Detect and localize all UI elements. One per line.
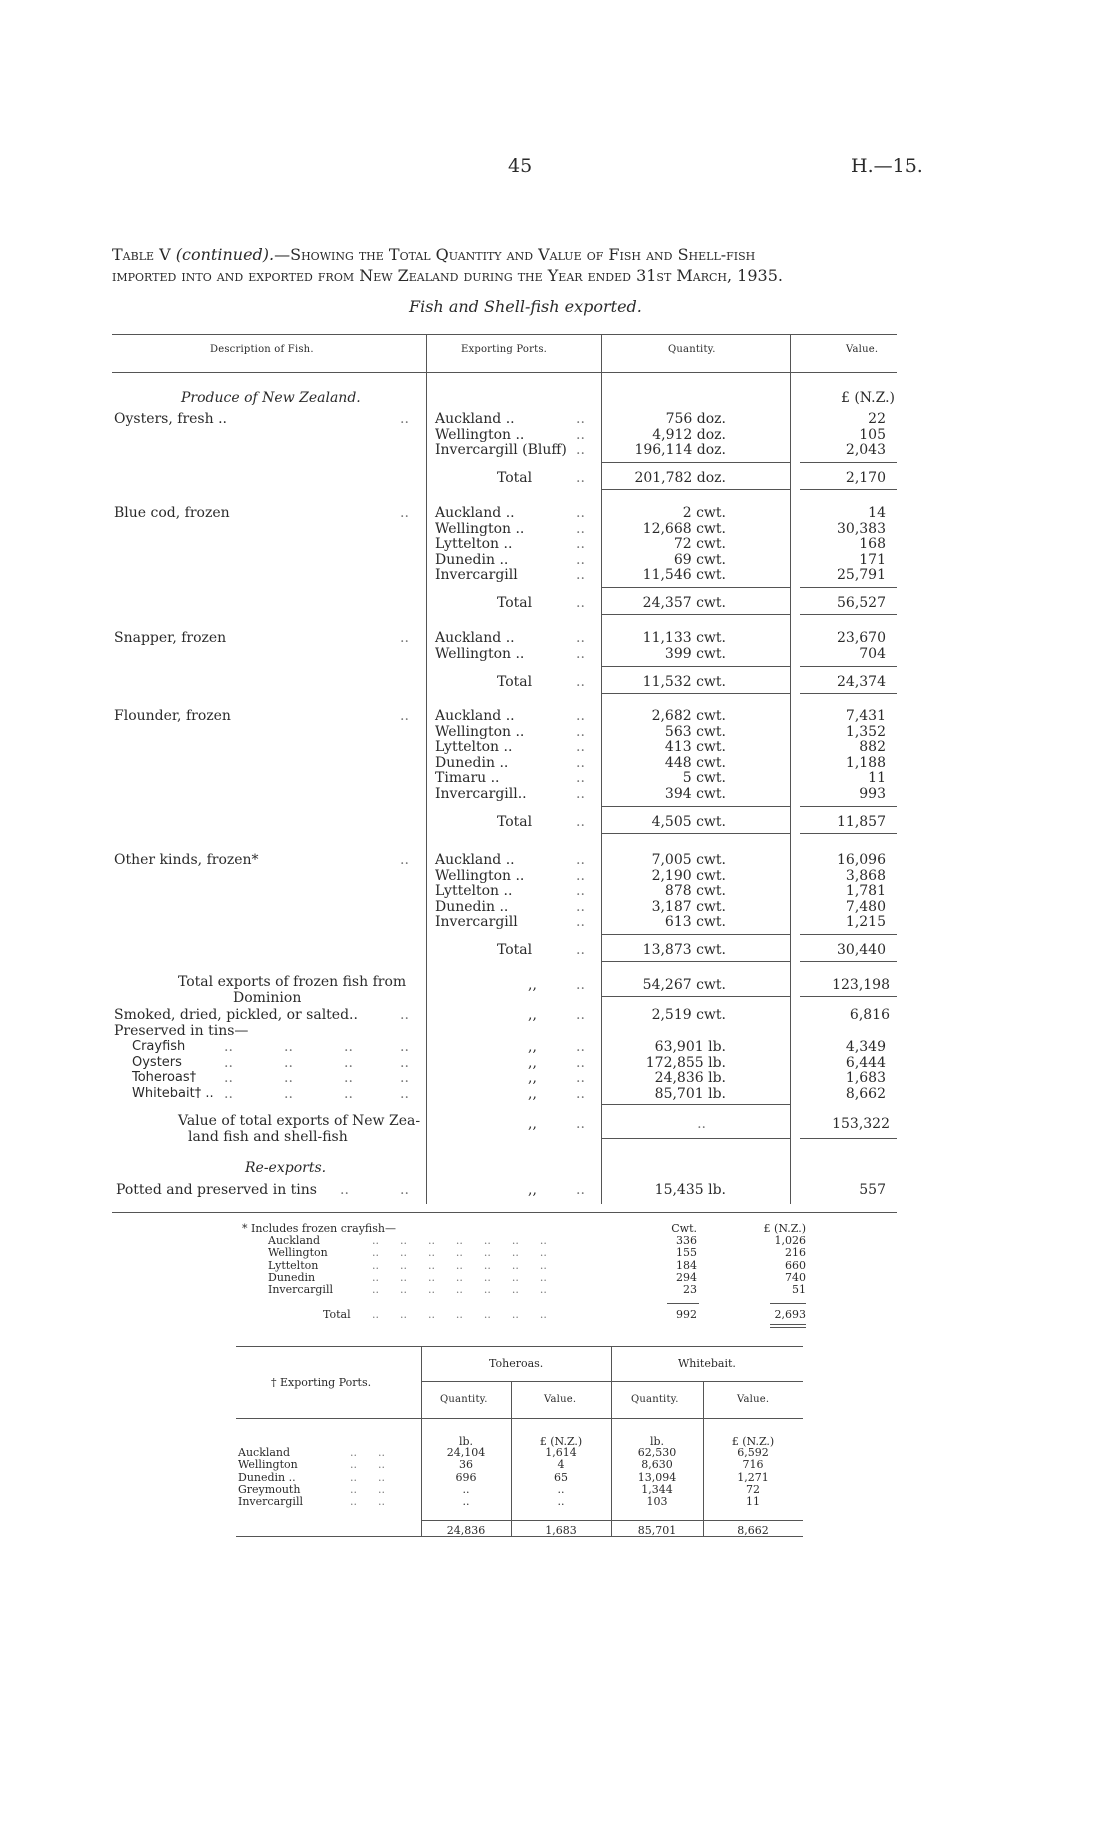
potted-value: 557 xyxy=(859,1182,886,1198)
toheroas-value: 4 xyxy=(557,1458,565,1472)
dot-leader: .. xyxy=(576,852,585,868)
tin-qty: 24,836 lb. xyxy=(654,1070,726,1086)
toheroas-value-header: Value. xyxy=(544,1394,577,1405)
value-total-value: 153,322 xyxy=(832,1116,890,1132)
rule xyxy=(800,587,897,588)
dot-leader: .. .. xyxy=(350,1482,385,1496)
dot-leader: .. xyxy=(400,708,409,724)
crayfish-value: 1,026 xyxy=(774,1234,806,1247)
port-name: Invercargill xyxy=(435,567,518,583)
group-total-value: 11,857 xyxy=(837,813,886,830)
dot-leader: .. xyxy=(576,942,585,958)
port-name: Auckland .. xyxy=(435,630,515,646)
quantity-cell: 613 cwt. xyxy=(664,914,726,930)
port-name: Invercargill xyxy=(435,914,518,930)
whitebait-unit-lb: lb. xyxy=(649,1435,665,1448)
value-cell: 16,096 xyxy=(837,852,886,868)
crayfish-total-label: Total xyxy=(323,1308,351,1321)
header-top-rule xyxy=(112,334,897,335)
rule xyxy=(800,693,897,694)
port-name: Invercargill (Bluff) xyxy=(435,442,567,458)
document-reference: H.—15. xyxy=(851,155,923,177)
quantity-cell: 563 cwt. xyxy=(664,723,726,740)
crayfish-value: 660 xyxy=(785,1258,806,1272)
quantity-cell: 2,682 cwt. xyxy=(651,708,726,724)
dot-leader: .. .. xyxy=(350,1458,385,1472)
whitebait-unit-value: £ (N.Z.) xyxy=(731,1435,775,1448)
dot-leader: .. xyxy=(576,645,585,662)
group-total-qty: 201,782 doz. xyxy=(634,470,726,486)
dot-leader: .. xyxy=(576,1085,585,1102)
dot-leader: .. xyxy=(344,1039,353,1055)
rule xyxy=(800,462,897,463)
crayfish-total-cwt: 992 xyxy=(676,1308,697,1321)
dot-leader: .. xyxy=(576,595,585,611)
crayfish-port: Auckland xyxy=(268,1234,321,1247)
dot-leader: .. xyxy=(576,898,585,915)
whitebait-quantity-header: Quantity. xyxy=(631,1394,679,1405)
column-rule-1 xyxy=(426,334,427,1204)
dot-leader: .. .. .. .. .. .. .. xyxy=(372,1258,547,1272)
rule xyxy=(601,693,790,694)
port-name: Timaru .. xyxy=(435,770,500,786)
rule xyxy=(601,1104,790,1105)
ports-row-port: Auckland xyxy=(238,1446,291,1459)
rule xyxy=(800,961,897,962)
whitebait-heading: Whitebait. xyxy=(678,1357,736,1370)
ditto-mark: ,, xyxy=(528,1054,537,1071)
value-cell: 25,791 xyxy=(837,567,886,583)
quantity-cell: 2,190 cwt. xyxy=(651,867,726,884)
table-title-line2: imported into and exported from New Zealand during the Year ended 31st March, 1935. xyxy=(112,266,783,285)
dot-leader: .. xyxy=(576,520,585,537)
dot-leader: .. xyxy=(284,1085,293,1102)
fish-name: Oysters, fresh .. xyxy=(114,411,227,427)
dot-leader: .. xyxy=(576,723,585,740)
dot-leader: .. xyxy=(576,785,585,802)
whitebait-value: 6,592 xyxy=(737,1446,769,1459)
smoked-label: Smoked, dried, pickled, or salted.. xyxy=(114,1007,358,1023)
port-name: Auckland .. xyxy=(435,852,515,868)
ditto-mark: ,, xyxy=(528,1182,537,1198)
crayfish-port: Wellington xyxy=(268,1246,328,1260)
whitebait-total-qty: 85,701 xyxy=(637,1524,677,1537)
tin-qty: 85,701 lb. xyxy=(654,1085,726,1102)
tin-item-name: Toheroas† xyxy=(132,1070,197,1085)
smoked-value: 6,816 xyxy=(849,1007,890,1023)
rule xyxy=(601,614,790,615)
whitebait-qty: 13,094 xyxy=(637,1470,677,1484)
group-total-qty: 24,357 cwt. xyxy=(642,595,726,611)
rule xyxy=(667,1303,699,1304)
rule xyxy=(800,934,897,935)
dot-leader: .. xyxy=(576,505,585,521)
toheroas-value: .. xyxy=(557,1495,565,1509)
group-total-value: 56,527 xyxy=(837,595,886,611)
port-name: Invercargill.. xyxy=(435,785,527,802)
value-cell: 14 xyxy=(868,505,886,521)
reexports-heading: Re-exports. xyxy=(245,1160,327,1176)
dot-leader: .. xyxy=(400,1070,409,1086)
port-name: Auckland .. xyxy=(435,708,515,724)
tin-value: 4,349 xyxy=(845,1039,886,1055)
value-cell: 105 xyxy=(859,426,886,443)
tin-qty: 63,901 lb. xyxy=(654,1039,726,1055)
rule xyxy=(601,934,790,935)
quantity-cell: 448 cwt. xyxy=(664,754,726,771)
whitebait-total-value: 8,662 xyxy=(737,1524,769,1537)
dot-leader: .. xyxy=(576,536,585,552)
rule xyxy=(601,666,790,667)
dot-leader: .. xyxy=(400,505,409,521)
port-name: Dunedin .. xyxy=(435,551,509,568)
value-cell: 22 xyxy=(868,411,886,427)
rule xyxy=(800,614,897,615)
rule xyxy=(601,1138,790,1139)
quantity-cell: 4,912 doz. xyxy=(652,426,726,443)
crayfish-value: 740 xyxy=(785,1270,806,1284)
value-cell: 168 xyxy=(859,536,886,552)
tin-item-name: Whitebait† .. xyxy=(132,1085,214,1101)
tin-value: 1,683 xyxy=(845,1070,886,1086)
crayfish-cwt: 294 xyxy=(676,1270,697,1284)
ditto-mark: ,, xyxy=(528,1070,537,1086)
dot-leader: .. xyxy=(224,1070,233,1086)
dot-leader: .. xyxy=(224,1039,233,1055)
quantity-cell: 196,114 doz. xyxy=(634,442,726,458)
dot-leader: .. .. .. .. .. .. .. xyxy=(372,1234,547,1247)
value-cell: 7,480 xyxy=(845,898,886,915)
column-header-quantity: Quantity. xyxy=(668,344,716,355)
value-cell: 1,352 xyxy=(845,723,886,740)
preserved-label: Preserved in tins— xyxy=(114,1023,249,1039)
dot-leader: .. .. .. .. .. .. .. xyxy=(372,1270,547,1284)
rule xyxy=(800,1138,897,1139)
column-header-ports: Exporting Ports. xyxy=(461,344,548,355)
table-subtitle: Fish and Shell-fish exported. xyxy=(409,297,642,316)
value-cell: 1,215 xyxy=(845,914,886,930)
crayfish-cwt: 155 xyxy=(676,1246,697,1260)
quantity-cell: 413 cwt. xyxy=(664,739,726,755)
quantity-cell: 69 cwt. xyxy=(673,551,726,568)
dot-leader: .. xyxy=(400,411,409,427)
ditto-mark: ,, xyxy=(528,977,537,993)
value-cell: 704 xyxy=(859,645,886,662)
dot-leader: .. xyxy=(340,1182,349,1198)
potted-qty: 15,435 lb. xyxy=(654,1182,726,1198)
crayfish-cwt: 336 xyxy=(676,1234,697,1247)
group-total-qty: 4,505 cwt. xyxy=(651,813,726,830)
quantity-cell: 72 cwt. xyxy=(673,536,726,552)
dot-leader: .. xyxy=(576,470,585,486)
rule xyxy=(800,489,897,490)
total-label: Total xyxy=(497,673,533,690)
dot-leader: .. xyxy=(576,1054,585,1071)
rule xyxy=(800,996,897,997)
rule xyxy=(601,489,790,490)
crayfish-value: 51 xyxy=(792,1283,806,1297)
port-name: Wellington .. xyxy=(435,645,525,662)
port-name: Auckland .. xyxy=(435,505,515,521)
ports-table-top-rule xyxy=(236,1346,803,1347)
whitebait-value: 1,271 xyxy=(737,1470,769,1484)
quantity-cell: 5 cwt. xyxy=(682,770,726,786)
crayfish-cwt: 23 xyxy=(683,1283,697,1297)
dot-leader: .. .. xyxy=(350,1446,385,1459)
crayfish-total-value: 2,693 xyxy=(774,1308,806,1321)
value-cell: 2,043 xyxy=(845,442,886,458)
rule xyxy=(800,806,897,807)
ports-row-port: Wellington xyxy=(238,1458,298,1472)
dot-leader: .. xyxy=(576,770,585,786)
value-cell: 3,868 xyxy=(845,867,886,884)
header-bottom-rule xyxy=(112,372,897,373)
group-total-qty: 13,873 cwt. xyxy=(642,942,726,958)
double-rule xyxy=(770,1327,806,1328)
toheroas-qty: .. xyxy=(462,1495,470,1509)
dot-leader: .. xyxy=(344,1070,353,1086)
ports-header-bottom-rule xyxy=(236,1418,803,1419)
group-total-value: 24,374 xyxy=(837,673,886,690)
tin-value: 8,662 xyxy=(845,1085,886,1102)
frozen-total-value: 123,198 xyxy=(832,977,890,993)
quantity-cell: 878 cwt. xyxy=(664,883,726,899)
group-total-value: 2,170 xyxy=(845,470,886,486)
quantity-cell: 3,187 cwt. xyxy=(651,898,726,915)
value-cell: 993 xyxy=(859,785,886,802)
quantity-cell: 7,005 cwt. xyxy=(651,852,726,868)
rule xyxy=(601,961,790,962)
quantity-cell: 394 cwt. xyxy=(664,785,726,802)
whitebait-value: 11 xyxy=(746,1495,760,1509)
ports-heading: † Exporting Ports. xyxy=(271,1376,372,1389)
toheroas-qty: 36 xyxy=(459,1458,473,1472)
port-name: Wellington .. xyxy=(435,867,525,884)
toheroas-quantity-header: Quantity. xyxy=(440,1394,488,1405)
ports-total-rule xyxy=(421,1520,803,1521)
port-name: Wellington .. xyxy=(435,723,525,740)
whitebait-value: 72 xyxy=(746,1482,760,1496)
dot-leader: .. xyxy=(576,1182,585,1198)
total-label: Total xyxy=(497,942,533,958)
dot-leader: .. xyxy=(284,1054,293,1071)
group-total-qty: 11,532 cwt. xyxy=(642,673,726,690)
toheroas-value: 65 xyxy=(554,1470,568,1484)
dot-leader: .. xyxy=(576,673,585,690)
dot-leader: .. xyxy=(400,1007,409,1023)
dot-leader: .. xyxy=(576,551,585,568)
ports-row-port: Invercargill xyxy=(238,1495,303,1509)
dot-leader: .. xyxy=(400,852,409,868)
crayfish-port: Lyttelton xyxy=(268,1258,319,1272)
port-name: Dunedin .. xyxy=(435,754,509,771)
dot-leader: .. xyxy=(400,1182,409,1198)
table-bottom-rule xyxy=(112,1212,897,1213)
dot-leader: .. xyxy=(576,708,585,724)
total-label: Total xyxy=(497,813,533,830)
quantity-cell: 756 doz. xyxy=(665,411,726,427)
double-rule xyxy=(770,1324,806,1325)
toheroas-qty: 24,104 xyxy=(446,1446,486,1459)
dot-leader: .. xyxy=(576,411,585,427)
port-name: Lyttelton .. xyxy=(435,739,513,755)
table-title-line1: Table V (continued).—Showing the Total Quantity and Value of Fish and Shell-fish xyxy=(112,245,756,264)
crayfish-port: Invercargill xyxy=(268,1283,333,1297)
quantity-cell: 11,546 cwt. xyxy=(642,567,726,583)
fish-name: Blue cod, frozen xyxy=(114,505,230,521)
dot-leader: .. xyxy=(344,1054,353,1071)
crayfish-port: Dunedin xyxy=(268,1270,316,1284)
fish-name: Snapper, frozen xyxy=(114,630,227,646)
toheroas-unit-value: £ (N.Z.) xyxy=(539,1435,583,1448)
crayfish-cwt: 184 xyxy=(676,1258,697,1272)
toheroas-qty: 696 xyxy=(455,1470,477,1484)
rule xyxy=(601,462,790,463)
dot-leader: .. .. .. .. .. .. .. xyxy=(372,1308,547,1321)
ports-row-port: Dunedin .. xyxy=(238,1470,296,1484)
ditto-mark: ,, xyxy=(528,1039,537,1055)
ditto-mark: ,, xyxy=(528,1085,537,1102)
value-unit: £ (N.Z.) xyxy=(840,390,895,406)
value-cell: 11 xyxy=(868,770,886,786)
group-total-value: 30,440 xyxy=(837,942,886,958)
dot-leader: .. xyxy=(576,914,585,930)
dot-leader: .. xyxy=(576,977,585,993)
quantity-cell: 2 cwt. xyxy=(682,505,726,521)
tin-value: 6,444 xyxy=(845,1054,886,1071)
rule xyxy=(601,996,790,997)
toheroas-value: 1,614 xyxy=(545,1446,577,1459)
ditto-mark: ,, xyxy=(528,1116,537,1132)
value-cell: 1,781 xyxy=(845,883,886,899)
dot-leader: .. xyxy=(576,442,585,458)
port-name: Wellington .. xyxy=(435,426,525,443)
rule xyxy=(601,806,790,807)
dot-leader: .. xyxy=(400,1085,409,1102)
value-total-qty: .. xyxy=(697,1116,706,1132)
dot-leader: .. xyxy=(576,813,585,830)
frozen-total-qty: 54,267 cwt. xyxy=(642,977,726,993)
toheroas-heading: Toheroas. xyxy=(489,1357,544,1370)
toheroas-total-qty: 24,836 xyxy=(446,1524,486,1537)
rule xyxy=(601,833,790,834)
dot-leader: .. xyxy=(284,1070,293,1086)
dot-leader: .. xyxy=(576,739,585,755)
dot-leader: .. xyxy=(576,426,585,443)
whitebait-qty: 1,344 xyxy=(641,1482,673,1496)
dot-leader: .. .. .. .. .. .. .. xyxy=(372,1246,547,1260)
dot-leader: .. xyxy=(284,1039,293,1055)
dot-leader: .. xyxy=(224,1085,233,1102)
quantity-cell: 11,133 cwt. xyxy=(642,630,726,646)
whitebait-qty: 62,530 xyxy=(637,1446,677,1459)
total-label: Total xyxy=(497,470,533,486)
crayfish-value: 216 xyxy=(785,1246,806,1260)
dot-leader: .. .. xyxy=(350,1495,385,1509)
toheroas-qty: .. xyxy=(462,1482,470,1496)
dot-leader: .. xyxy=(344,1085,353,1102)
dot-leader: .. .. .. .. .. .. .. xyxy=(372,1283,547,1297)
dot-leader: .. .. xyxy=(350,1470,385,1484)
produce-heading: Produce of New Zealand. xyxy=(181,390,361,406)
value-cell: 171 xyxy=(859,551,886,568)
tin-item-name: Crayfish xyxy=(132,1039,186,1054)
dot-leader: .. xyxy=(576,1070,585,1086)
ports-row-port: Greymouth xyxy=(238,1482,301,1496)
whitebait-value: 716 xyxy=(742,1458,764,1472)
toheroas-value: .. xyxy=(557,1482,565,1496)
fish-name: Flounder, frozen xyxy=(114,708,231,724)
dot-leader: .. xyxy=(576,867,585,884)
ports-subheader-rule xyxy=(421,1381,803,1382)
column-header-description: Description of Fish. xyxy=(210,344,314,355)
value-cell: 30,383 xyxy=(837,520,886,537)
value-cell: 7,431 xyxy=(845,708,886,724)
whitebait-value-header: Value. xyxy=(737,1394,770,1405)
port-name: Dunedin .. xyxy=(435,898,509,915)
port-name: Wellington .. xyxy=(435,520,525,537)
dot-leader: .. xyxy=(576,883,585,899)
port-name: Auckland .. xyxy=(435,411,515,427)
total-label: Total xyxy=(497,595,533,611)
smoked-qty: 2,519 cwt. xyxy=(651,1007,726,1023)
value-cell: 23,670 xyxy=(837,630,886,646)
quantity-cell: 12,668 cwt. xyxy=(642,520,726,537)
dot-leader: .. xyxy=(576,567,585,583)
whitebait-qty: 8,630 xyxy=(641,1458,673,1472)
dot-leader: .. xyxy=(576,1007,585,1023)
whitebait-qty: 103 xyxy=(646,1495,668,1509)
quantity-cell: 399 cwt. xyxy=(664,645,726,662)
dot-leader: .. xyxy=(400,630,409,646)
dot-leader: .. xyxy=(224,1054,233,1071)
value-total-label: Value of total exports of New Zea- land fish and shell-fish xyxy=(178,1113,421,1145)
dot-leader: .. xyxy=(576,1116,585,1132)
dot-leader: .. xyxy=(576,630,585,646)
tin-item-name: Oysters xyxy=(132,1054,182,1070)
potted-label: Potted and preserved in tins xyxy=(116,1182,317,1198)
rule xyxy=(601,587,790,588)
dot-leader: .. xyxy=(576,754,585,771)
rule xyxy=(770,1303,806,1304)
toheroas-unit-lb: lb. xyxy=(458,1435,474,1448)
column-header-value: Value. xyxy=(846,344,879,355)
fish-name: Other kinds, frozen* xyxy=(114,852,259,868)
crayfish-footnote-heading: * Includes frozen crayfish— xyxy=(242,1222,396,1235)
port-name: Lyttelton .. xyxy=(435,536,513,552)
page-number: 45 xyxy=(508,155,533,177)
ditto-mark: ,, xyxy=(528,1007,537,1023)
crayfish-col-cwt: Cwt. xyxy=(671,1222,697,1235)
dot-leader: .. xyxy=(400,1039,409,1055)
dot-leader: .. xyxy=(400,1054,409,1071)
rule xyxy=(800,833,897,834)
port-name: Lyttelton .. xyxy=(435,883,513,899)
toheroas-total-value: 1,683 xyxy=(545,1524,577,1537)
crayfish-col-value: £ (N.Z.) xyxy=(763,1222,806,1235)
value-cell: 1,188 xyxy=(845,754,886,771)
rule xyxy=(800,666,897,667)
tin-qty: 172,855 lb. xyxy=(645,1054,726,1071)
frozen-total-label: Total exports of frozen fish from Dominion xyxy=(178,974,407,1006)
dot-leader: .. xyxy=(576,1039,585,1055)
value-cell: 882 xyxy=(859,739,886,755)
